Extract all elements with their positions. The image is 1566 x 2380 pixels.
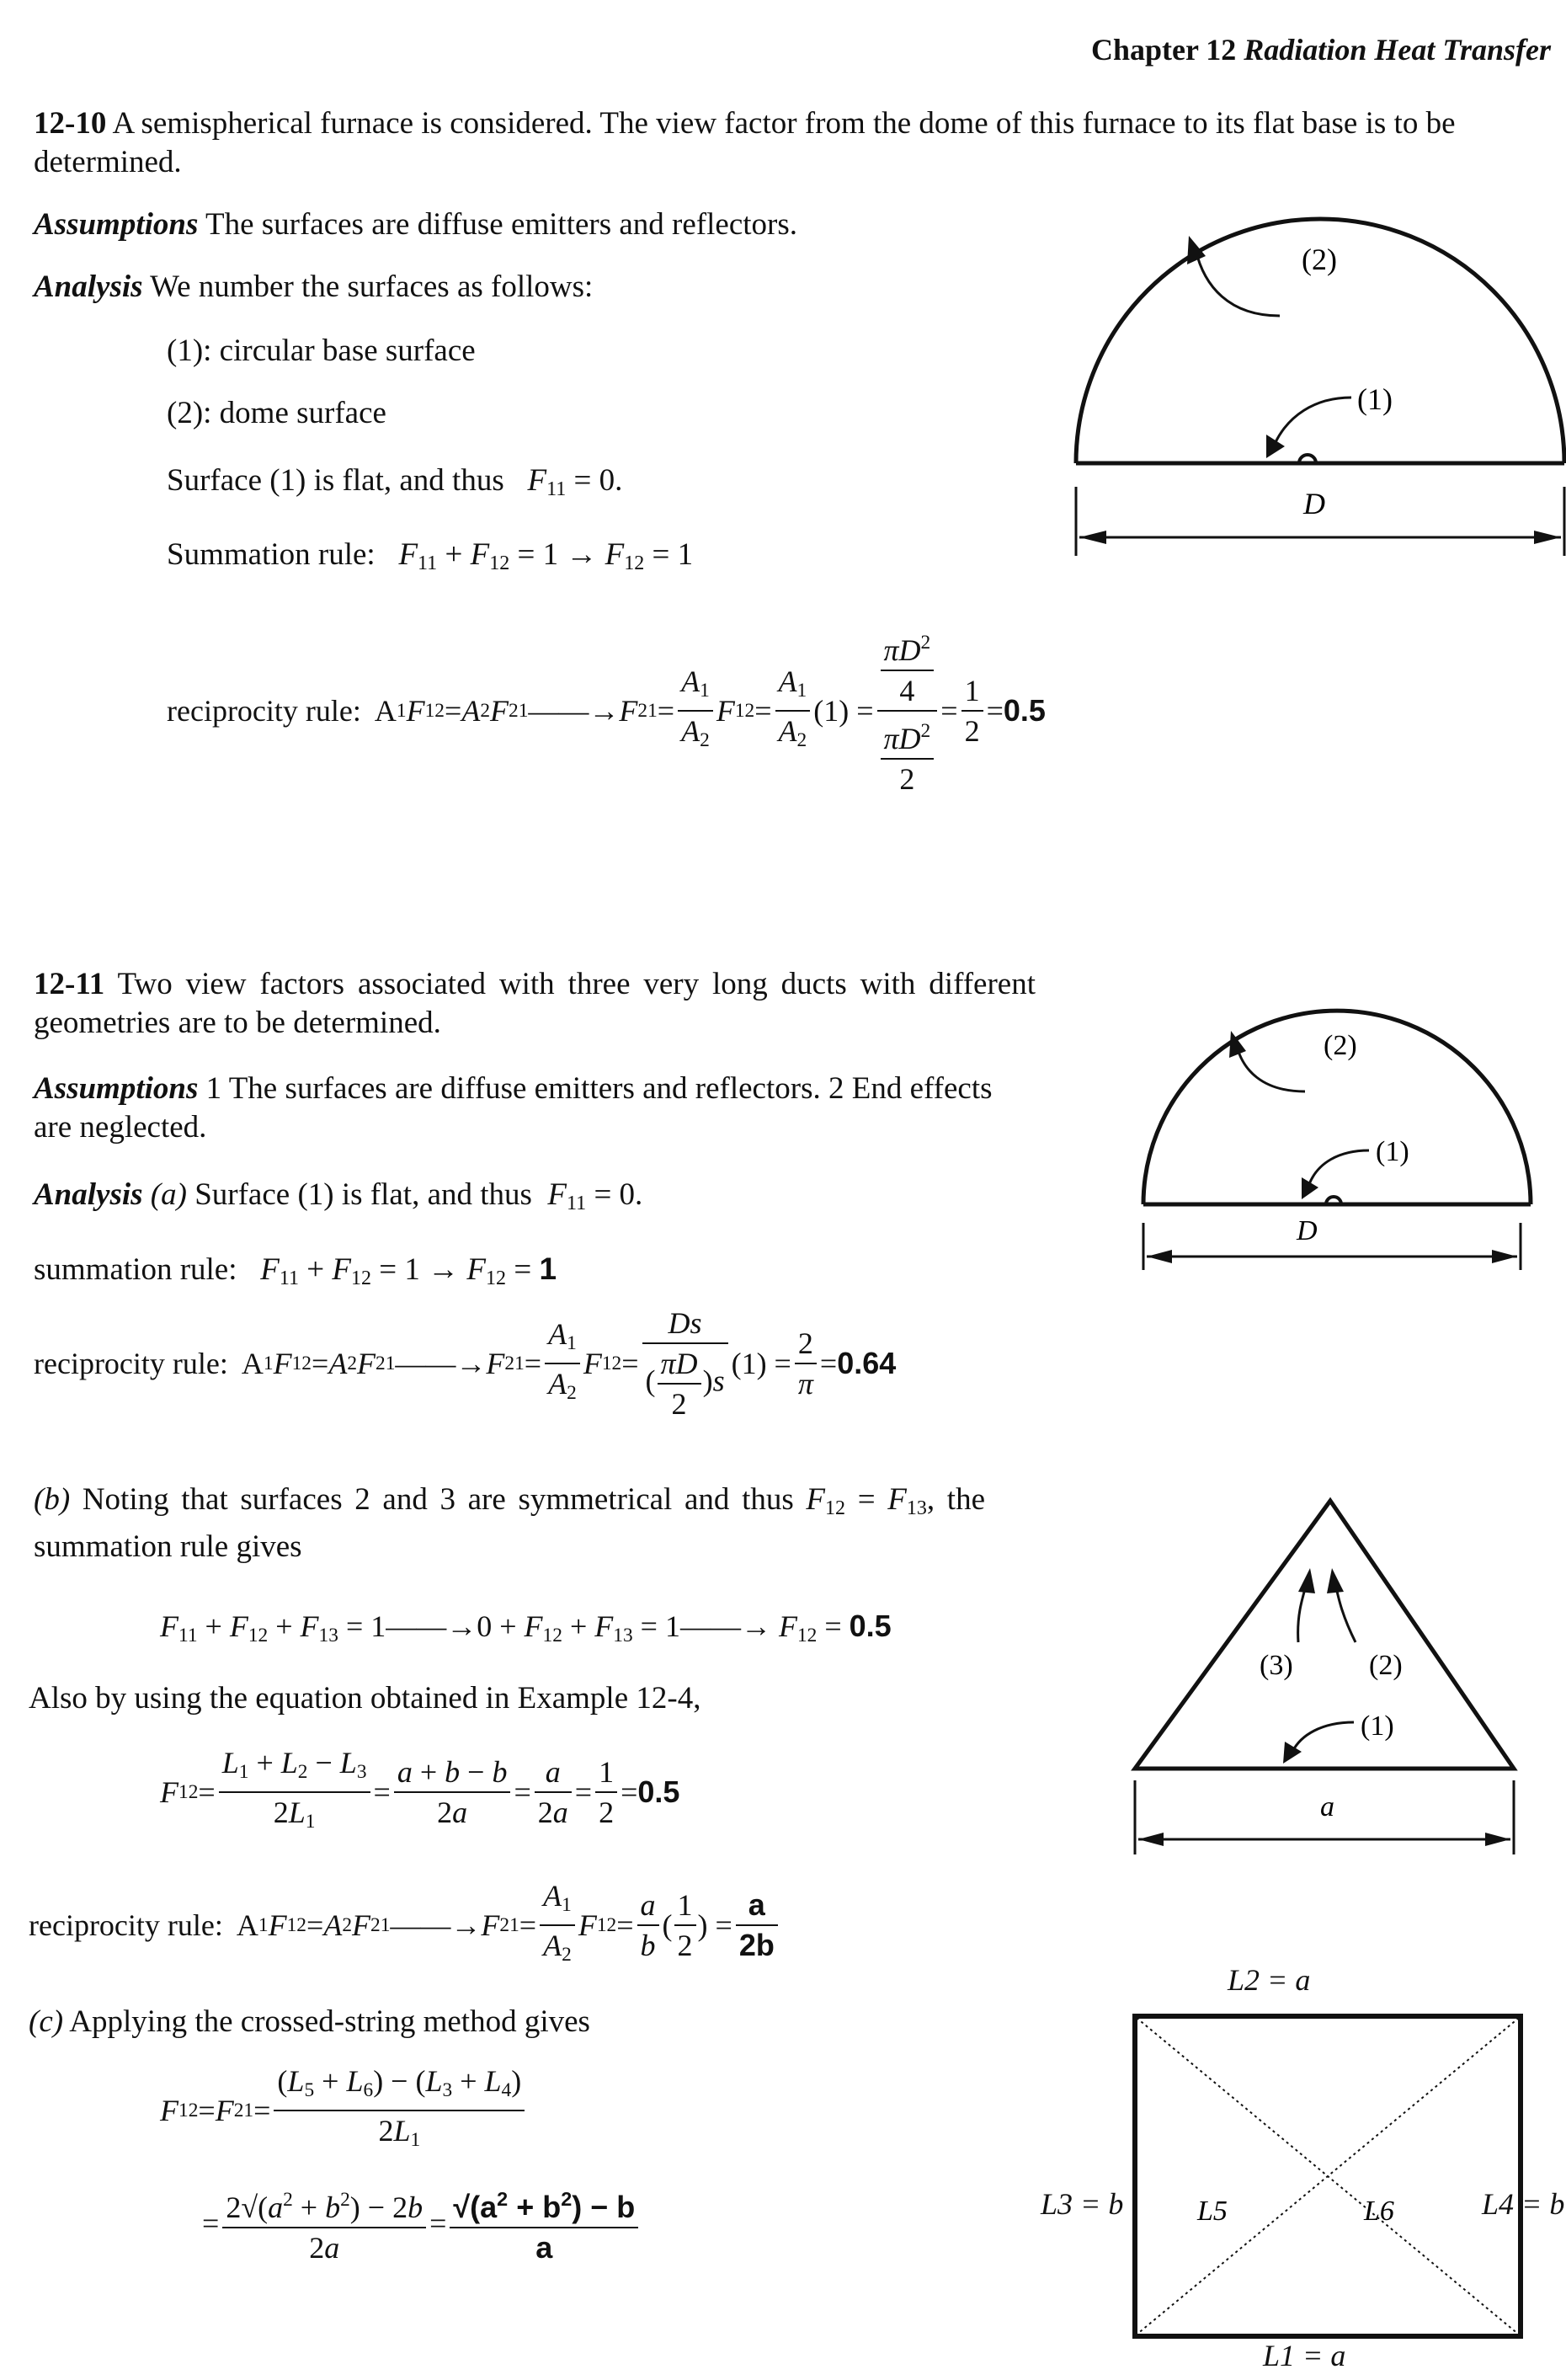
page-header (1091, 30, 1551, 69)
dim-arrow-left (1147, 1250, 1172, 1263)
reciprocity-label: reciprocity rule: (34, 1347, 228, 1380)
figure-12-11b-triangle (1128, 1491, 1532, 1861)
dim-arrow-right (1492, 1250, 1517, 1263)
problem-number: 12-11 (34, 967, 105, 1001)
arrow-surface-2-head (1327, 1568, 1344, 1593)
label-surface-2: (2) (1302, 243, 1337, 276)
assumptions-label: Assumptions (34, 207, 199, 242)
answer-12-11b3-den: 2b (738, 1927, 775, 1962)
label-L4: L4 = b (1482, 2187, 1565, 2221)
part-b-text: Noting that surfaces 2 and 3 are symmetrical and thus (82, 1482, 794, 1517)
problem-number: 12-10 (34, 106, 107, 141)
problem-12-11-intro (34, 965, 1036, 1043)
summation-label: summation rule: (34, 1252, 237, 1287)
dim-label: D (1303, 487, 1325, 520)
assumptions-text: The surfaces are diffuse emitters and reflectors. (205, 207, 797, 242)
answer-12-11b2: 0.5 (637, 1774, 680, 1809)
arrow-surface-3-head (1298, 1568, 1315, 1593)
label-surface-1: (1) (1361, 1710, 1394, 1742)
analysis-12-10 (34, 268, 593, 307)
reciprocity-rule-12-11b: reciprocity rule: A 1 F 12 = A 2 F 21 ——→ F 21 = $\frac{A_1}{A_2}$ F 12 = $\frac{a}{b}$ ( $\frac{1}{2}$ ) = $\frac{a}{2b}$ (29, 1876, 781, 1974)
arrow-to-dome (1196, 249, 1280, 316)
part-b-text2: , the summation rule gives (34, 1482, 986, 1564)
summation-label: Summation rule: (167, 537, 376, 572)
label-L5: L5 (1197, 2196, 1228, 2227)
assumptions-text: 1 The surfaces are diffuse emitters and reflectors. 2 End effects are neglected. (34, 1071, 993, 1145)
label-surface-2: (2) (1324, 1030, 1357, 1061)
reciprocity-label: reciprocity rule: (29, 1908, 223, 1942)
summation-rule-12-10: Summation rule: $F_{11} + F_{12} = 1 \to F_{12} = 1$ (167, 537, 694, 574)
crossed-string-eq-1: F 12 = F 21 = $\frac{(L_5 + L_6) - (L_3 + L_4)}{2L_1}$ (160, 2062, 528, 2159)
figure-12-10-hemisphere (1061, 202, 1566, 573)
label-surface-1: (1) (1376, 1136, 1409, 1167)
dim-arrow-left (1079, 531, 1106, 544)
summation-12-11b: $F_{11} + F_{12} + F_{13}$ = 1——→0 + $F_{12} + F_{13}$ = 1——→ $F_{12} = 0.5$ (160, 1609, 892, 1646)
part-b-12-11: (b) Noting that surfaces 2 and 3 are symmetrical and thus $F_{12} = F_{13}$, the summation rule gives (34, 1482, 986, 1564)
part-a-text: Surface (1) is flat, and thus (194, 1177, 532, 1212)
summation-rule-12-11: summation rule: $F_{11} + F_{12} = 1 \to F_{12} = 1$ (34, 1251, 557, 1289)
label-surface-3: (3) (1260, 1650, 1293, 1681)
label-surface-2: (2) (1369, 1650, 1403, 1681)
part-a-label: (a) (150, 1177, 187, 1212)
analysis-label: Analysis (34, 269, 143, 304)
reciprocity-rule-12-11a: reciprocity rule: A 1 F 12 = A 2 F 21 ——→ F 21 = $\frac{A_1}{A_2}$ F 12 = Ds ( $\frac{\pi D}{2}$ )s (1) = $\frac{2}{\pi}$ = 0.64 (34, 1304, 896, 1423)
arrow-surface-1 (1292, 1722, 1354, 1752)
figure-12-11a-semicircle (1137, 1007, 1541, 1285)
arrow-to-base (1309, 1150, 1369, 1184)
problem-intro: Two view factors associated with three very long ducts with different geometries are to be determined. (34, 967, 1036, 1040)
figure-12-11c-square (1128, 2009, 1532, 2346)
part-c-12-11 (29, 2003, 590, 2041)
dim-arrow-left (1138, 1833, 1164, 1846)
arrow-to-base-head (1266, 435, 1285, 458)
crossed-eq-12-11b: F 12 = $\frac{L_1 + L_2 - L_3}{2L_1}$ = $\frac{a + b - b}{2a}$ = $\frac{a}{2a}$ = $\frac{1}{2}$ = 0.5 (160, 1743, 679, 1841)
label-L3: L3 = b (1041, 2187, 1124, 2221)
chapter-number: Chapter 12 (1090, 33, 1237, 67)
dim-label: D (1297, 1215, 1318, 1246)
answer-12-11b: 0.5 (849, 1609, 892, 1643)
surface-1-def: (1): circular base surface (167, 334, 476, 368)
triangle (1135, 1501, 1514, 1769)
dim-arrow-right (1534, 531, 1561, 544)
answer-12-10: 0.5 (1003, 693, 1046, 728)
reciprocity-rule-12-10: reciprocity rule: A 1 F 12 = A 2 F 21 ——→ F 21 = $\frac{A_1}{A_2}$ F 12 = $\frac{A_1}{A_2}$ (1) = $\frac{\frac{\pi D^2}{4}}{\frac{\pi D^2}{2}}$ = $\frac{1}{2}$ = 0.5 (167, 623, 1046, 798)
reciprocity-label: reciprocity rule: (167, 694, 361, 728)
crossed-string-eq-2: = $\frac{2√(a^2 + b^2) - 2b}{2a}$ = $\frac{√(a^2 + b^2) - b}{a}$ (202, 2180, 642, 2267)
example-reference: Also by using the equation obtained in Example 12-4, (29, 1681, 701, 1716)
answer-12-11a: 0.64 (837, 1346, 897, 1380)
analysis-a-12-11: Analysis (a) Surface (1) is flat, and thus $F_{11} = 0$. (34, 1177, 643, 1214)
chapter-title: Radiation Heat Transfer (1244, 33, 1551, 67)
part-c-label: (c) (29, 2004, 64, 2039)
arrow-to-arc (1236, 1043, 1305, 1091)
label-surface-1: (1) (1357, 382, 1393, 416)
flat-text: Surface (1) is flat, and thus (167, 463, 504, 498)
dim-label: a (1320, 1791, 1334, 1822)
assumptions-12-10 (34, 205, 797, 244)
arrow-surface-1-head (1283, 1742, 1302, 1764)
part-c-text: Applying the crossed-string method gives (69, 2004, 590, 2039)
flat-statement-12-10: Surface (1) is flat, and thus $F_{11} = 0$. (167, 463, 623, 500)
arrow-to-base (1276, 398, 1351, 442)
assumptions-12-11 (34, 1070, 1036, 1147)
problem-12-10-intro (34, 104, 1549, 182)
analysis-label: Analysis (34, 1177, 143, 1212)
label-L2: L2 = a (1228, 1963, 1311, 1997)
diagonal-L6 (1137, 2018, 1519, 2335)
assumptions-label: Assumptions (34, 1071, 199, 1106)
problem-intro: A semispherical furnace is considered. The view factor from the dome of this furnace to its flat base is to be determined. (34, 106, 1456, 179)
part-b-label: (b) (34, 1482, 71, 1517)
dim-arrow-right (1485, 1833, 1510, 1846)
analysis-text: We number the surfaces as follows: (150, 269, 594, 304)
label-L6: L6 (1364, 2196, 1394, 2227)
answer-12-11b3-num: a (736, 1886, 778, 1926)
surface-2-def: (2): dome surface (167, 396, 386, 430)
label-L1: L1 = a (1263, 2339, 1346, 2372)
